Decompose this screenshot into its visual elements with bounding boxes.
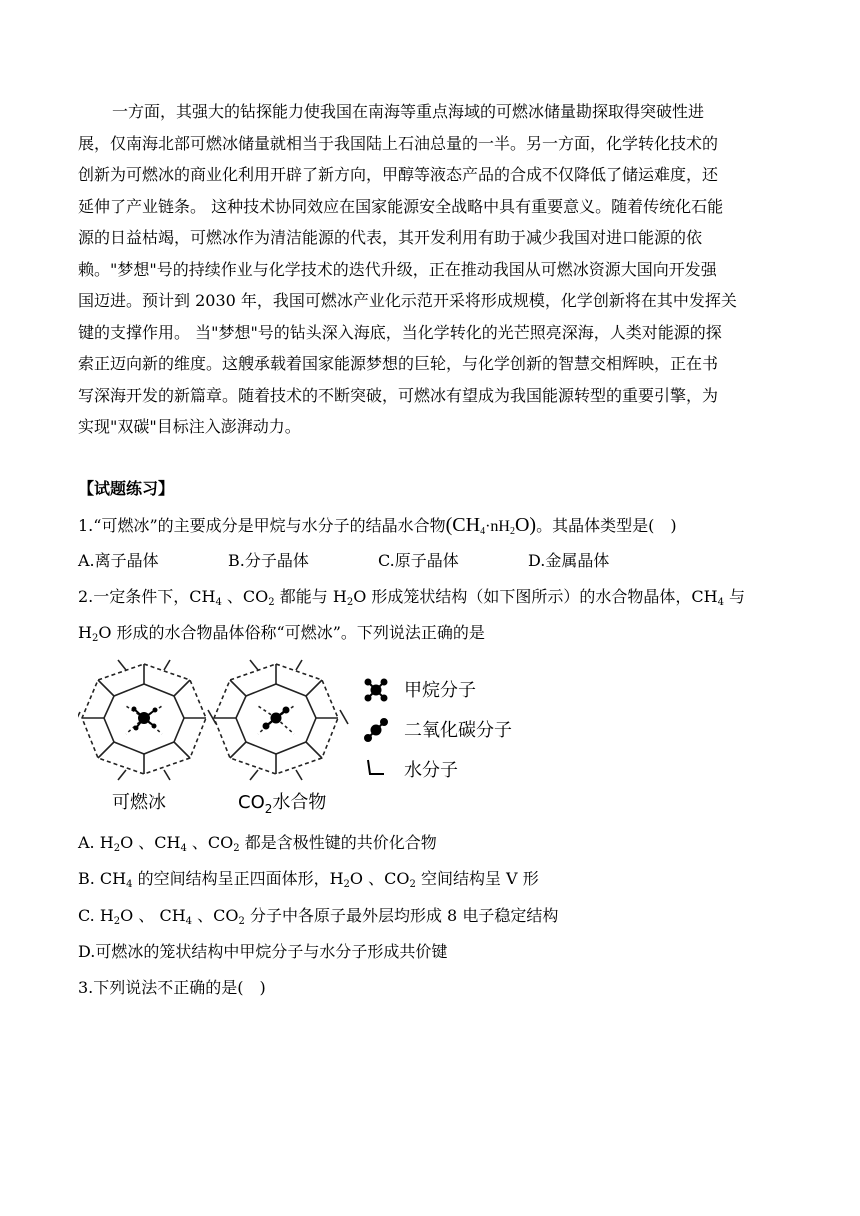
passage-line: 键的支撑作用。 当"梦想"号的钻头深入海底，当化学转化的光芒照亮深海，人类对能源的探 bbox=[78, 322, 722, 342]
legend-water bbox=[368, 760, 458, 781]
passage-line: 索正迈向新的维度。这艘承载着国家能源梦想的巨轮，与化学创新的智慧交相辉映，正在书 bbox=[78, 354, 719, 373]
q1-option-b[interactable]: B.分子晶体 bbox=[228, 551, 309, 570]
passage-line: 写深海开发的新篇章。随着技术的不断突破，可燃冰有望成为我国能源转型的重要引擎，为 bbox=[78, 385, 719, 405]
passage-line: 源的日益枯竭，可燃冰作为清洁能源的代表，其开发利用有助于减少我国对进口能源的依 bbox=[78, 228, 703, 247]
q2-option-c[interactable]: C. $H_2O$ 、 $CH_4$ 、$CO_2$ 分子中各原子最外层均形成 8 电子稳定结构 bbox=[78, 906, 559, 927]
passage-line: 创新为可燃冰的商业化利用开辟了新方向，甲醇等液态产品的合成不仅降低了储运难度，还 bbox=[78, 165, 719, 184]
passage-line: 一方面，其强大的钻探能力使我国在南海等重点海域的可燃冰储量勘探取得突破性进 bbox=[112, 102, 705, 121]
q2-option-b[interactable]: B. $CH_4$ 的空间结构呈正四面体形，$H_2O$ 、$CO_2$ 空间结构呈 V 形 bbox=[78, 869, 539, 890]
question-1-stem bbox=[78, 514, 677, 538]
passage-line: 延伸了产业链条。 这种技术协同效应在国家能源安全战略中具有重要意义。随着传统化石能 bbox=[78, 196, 724, 216]
section-title: 【试题练习】 bbox=[78, 479, 175, 498]
q1-stem-text: 1.“可燃冰”的主要成分是甲烷与水分子的结晶水合物 bbox=[78, 516, 446, 535]
methane-molecule-icon bbox=[132, 707, 158, 731]
passage-line: 展，仅南海北部可燃冰储量就相当于我国陆上石油总量的一半。另一方面，化学转化技术的 bbox=[78, 133, 719, 153]
legend-water-label: 水分子 bbox=[404, 760, 458, 781]
passage-line: 实现"双碳"目标注入澎湃动力。 bbox=[78, 417, 301, 436]
q1-option-a[interactable]: A.离子晶体 bbox=[78, 551, 159, 570]
question-3-stem: 3.下列说法不正确的是( ) bbox=[78, 978, 266, 997]
question-1-options bbox=[78, 550, 609, 572]
q1-option-d[interactable]: D.金属晶体 bbox=[528, 551, 610, 570]
passage-line: 国迈进。预计到 2030 年，我国可燃冰产业化示范开采将形成规模，化学创新将在其中发挥关 bbox=[78, 291, 737, 310]
clathrate-figure bbox=[78, 654, 538, 824]
figure-label-left: 可燃冰 bbox=[112, 792, 166, 813]
legend-co2-label: 二氧化碳分子 bbox=[404, 720, 512, 741]
q1-stem-text-end: 。其晶体类型是( ) bbox=[536, 516, 677, 535]
q1-option-c[interactable]: C.原子晶体 bbox=[378, 551, 459, 570]
legend-co2 bbox=[365, 719, 512, 741]
clathrate-figure-svg bbox=[78, 654, 538, 824]
figure-label-right: $CO_2$水合物 bbox=[238, 792, 327, 816]
question-2-stem-line2: $H_2O$ 形成的水合物晶体俗称“可燃冰”。下列说法正确的是 bbox=[78, 623, 485, 644]
q2-option-a[interactable]: A. $H_2O$ 、$CH_4$ 、$CO_2$ 都是含极性键的共价化合物 bbox=[78, 833, 437, 854]
legend-methane-label: 甲烷分子 bbox=[404, 680, 476, 701]
q1-formula: $(CH_4\cdot nH_2O)$ bbox=[445, 514, 537, 537]
legend-methane bbox=[366, 680, 477, 702]
passage-line: 赖。"梦想"号的持续作业与化学技术的迭代升级，正在推动我国从可燃冰资源大国向开发强 bbox=[78, 259, 717, 279]
q2-option-d[interactable]: D.可燃冰的笼状结构中甲烷分子与水分子形成共价键 bbox=[78, 942, 448, 961]
question-2-stem-line1: 2.一定条件下，$CH_4$ 、$CO_2$ 都能与 $H_2O$ 形成笼状结构（如下图所示）的水合物晶体，$CH_4$ 与 bbox=[78, 587, 746, 608]
passage-paragraph bbox=[78, 96, 778, 443]
